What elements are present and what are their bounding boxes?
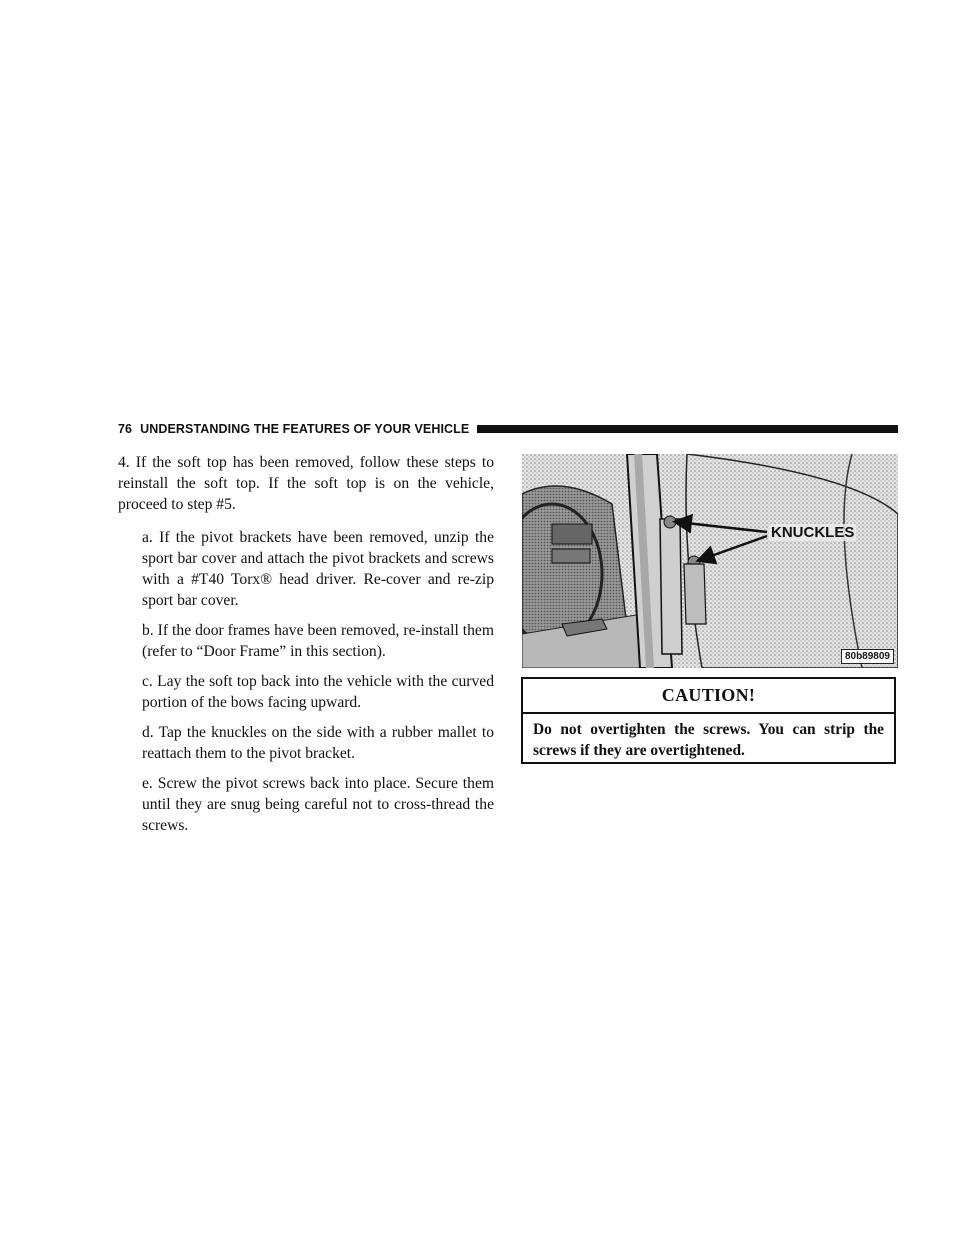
step-4-text: 4. If the soft top has been removed, follow these steps to reinstall the soft top. If the soft top is on the vehicle, proceed to step #5.	[118, 454, 494, 513]
page-number: 76	[118, 422, 133, 436]
instructions-column	[118, 452, 494, 845]
illustration-drawing	[522, 454, 898, 668]
caution-box	[521, 677, 896, 764]
knuckles-callout-label: KNUCKLES	[771, 524, 855, 541]
caution-text: Do not overtighten the screws. You can strip the screws if they are overtightened.	[533, 721, 884, 759]
step-a-text: a. If the pivot brackets have been removed, unzip the sport bar cover and attach the pivot brackets and screws with a #T40 Torx® head driver. Re-cover and re-zip sport bar cover.	[142, 529, 494, 609]
caution-title: CAUTION!	[523, 679, 894, 714]
page-header	[118, 420, 898, 438]
step-c-text: c. Lay the soft top back into the vehicle with the curved portion of the bows facing upward.	[142, 673, 494, 711]
step-e-text: e. Screw the pivot screws back into place. Secure them until they are snug being careful not to cross-thread the screws.	[142, 775, 494, 834]
knuckles-illustration	[522, 454, 898, 668]
header-rule	[477, 425, 898, 433]
section-title: UNDERSTANDING THE FEATURES OF YOUR VEHICLE	[140, 422, 470, 436]
step-b-text: b. If the door frames have been removed, re-install them (refer to “Door Frame” in this section).	[142, 622, 494, 660]
step-d-text: d. Tap the knuckles on the side with a rubber mallet to reattach them to the pivot bracket.	[142, 724, 494, 762]
figure-code: 80b89809	[841, 649, 894, 664]
